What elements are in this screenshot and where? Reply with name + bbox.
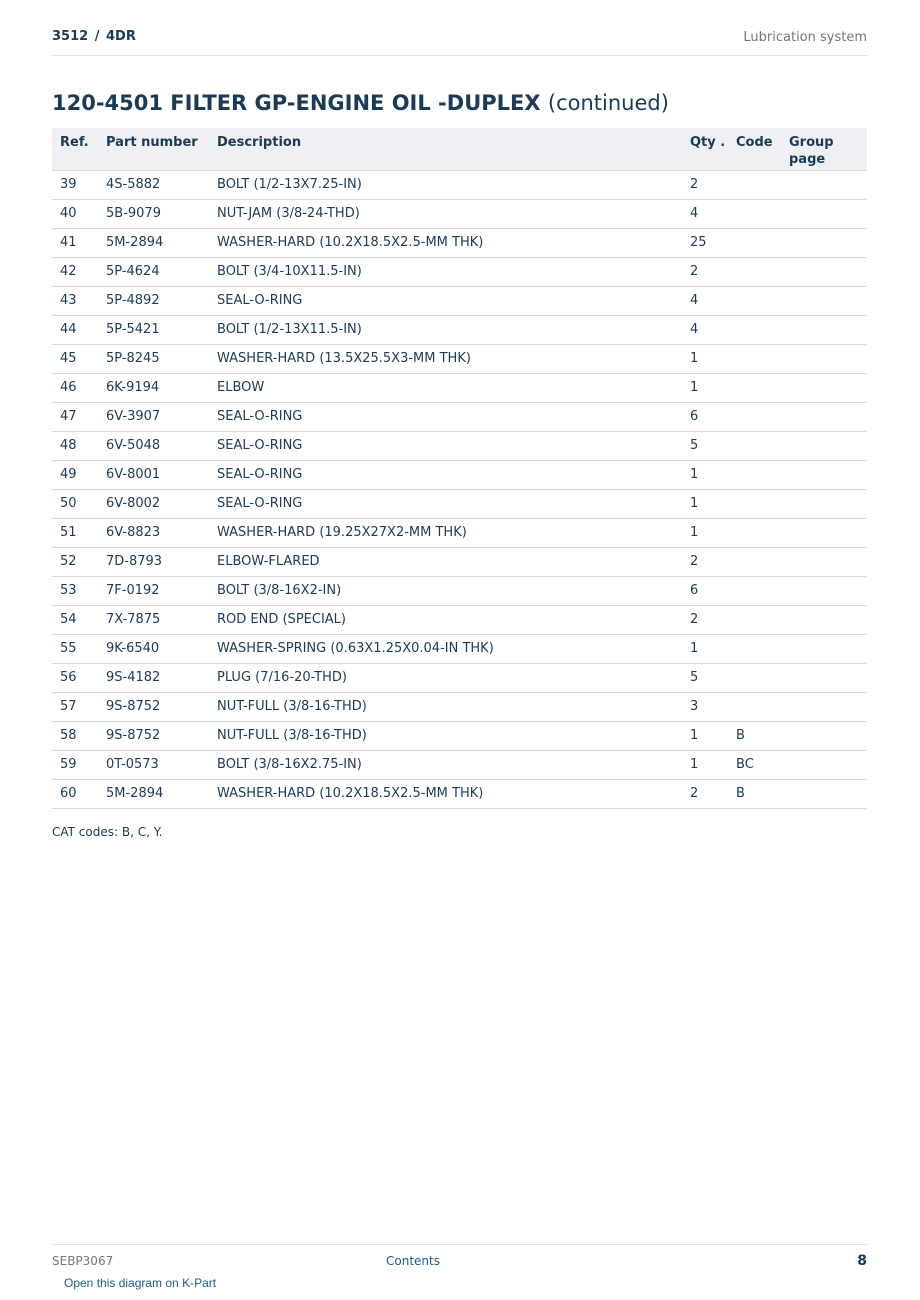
cell-part-number: 7D-8793: [98, 547, 209, 576]
cell-part-number: 5P-5421: [98, 315, 209, 344]
cell-description: ROD END (SPECIAL): [209, 605, 682, 634]
cell-ref: 47: [52, 402, 98, 431]
cell-qty: 4: [682, 199, 728, 228]
table-row: [52, 170, 867, 199]
cell-part-number: 4S-5882: [98, 170, 209, 199]
cell-group-page: [781, 315, 867, 344]
cell-part-number: 6V-5048: [98, 431, 209, 460]
table-row: [52, 547, 867, 576]
cell-part-number: 7F-0192: [98, 576, 209, 605]
title-main: 120-4501 FILTER GP-ENGINE OIL -DUPLEX: [52, 91, 541, 115]
cell-group-page: [781, 199, 867, 228]
document-id: SEBP3067: [52, 1254, 114, 1268]
cell-code: [728, 460, 781, 489]
table-row: [52, 750, 867, 779]
cell-code: [728, 402, 781, 431]
cell-group-page: [781, 750, 867, 779]
page-footer: [52, 1244, 867, 1275]
cell-part-number: 5P-8245: [98, 344, 209, 373]
cell-qty: 1: [682, 344, 728, 373]
cell-description: BOLT (3/4-10X11.5-IN): [209, 257, 682, 286]
cell-group-page: [781, 489, 867, 518]
cell-qty: 4: [682, 286, 728, 315]
cell-part-number: 9S-4182: [98, 663, 209, 692]
column-header-ref: Ref.: [52, 128, 98, 170]
column-header-description: Description: [209, 128, 682, 170]
cell-description: WASHER-HARD (10.2X18.5X2.5-MM THK): [209, 779, 682, 808]
table-row: [52, 402, 867, 431]
cell-code: [728, 663, 781, 692]
cell-qty: 5: [682, 663, 728, 692]
cell-ref: 51: [52, 518, 98, 547]
cell-qty: 1: [682, 460, 728, 489]
cell-ref: 41: [52, 228, 98, 257]
cell-description: NUT-FULL (3/8-16-THD): [209, 692, 682, 721]
cell-code: [728, 199, 781, 228]
cat-codes-note: CAT codes: B, C, Y.: [52, 825, 163, 839]
cell-ref: 52: [52, 547, 98, 576]
open-kpart-link[interactable]: Open this diagram on K-Part: [64, 1276, 217, 1290]
table-row: [52, 692, 867, 721]
cell-ref: 60: [52, 779, 98, 808]
table-row: [52, 257, 867, 286]
table-row: [52, 460, 867, 489]
cell-ref: 55: [52, 634, 98, 663]
table-header-row: [52, 128, 867, 170]
cell-qty: 2: [682, 170, 728, 199]
column-header-qty: Qty .: [682, 128, 728, 170]
cell-ref: 45: [52, 344, 98, 373]
cell-description: NUT-FULL (3/8-16-THD): [209, 721, 682, 750]
cell-code: [728, 518, 781, 547]
table-row: [52, 634, 867, 663]
cell-description: SEAL-O-RING: [209, 431, 682, 460]
table-row: [52, 663, 867, 692]
column-header-code: Code: [728, 128, 781, 170]
cell-qty: 1: [682, 721, 728, 750]
cell-ref: 50: [52, 489, 98, 518]
cell-part-number: 9S-8752: [98, 721, 209, 750]
table-row: [52, 228, 867, 257]
cell-code: [728, 634, 781, 663]
cell-code: [728, 315, 781, 344]
cell-code: [728, 286, 781, 315]
cell-ref: 56: [52, 663, 98, 692]
cell-code: B: [728, 721, 781, 750]
column-header-part-number: Part number: [98, 128, 209, 170]
cell-ref: 57: [52, 692, 98, 721]
cell-part-number: 6V-3907: [98, 402, 209, 431]
table-row: [52, 199, 867, 228]
cell-qty: 1: [682, 489, 728, 518]
cell-code: B: [728, 779, 781, 808]
cell-code: [728, 489, 781, 518]
cell-group-page: [781, 547, 867, 576]
section-name: Lubrication system: [743, 30, 867, 45]
cell-ref: 58: [52, 721, 98, 750]
cell-description: WASHER-HARD (19.25X27X2-MM THK): [209, 518, 682, 547]
cell-code: [728, 431, 781, 460]
cell-group-page: [781, 460, 867, 489]
cell-qty: 1: [682, 750, 728, 779]
cell-part-number: 0T-0573: [98, 750, 209, 779]
cell-part-number: 9K-6540: [98, 634, 209, 663]
cell-description: SEAL-O-RING: [209, 489, 682, 518]
cell-part-number: 6K-9194: [98, 373, 209, 402]
cell-description: WASHER-HARD (13.5X25.5X3-MM THK): [209, 344, 682, 373]
cell-code: [728, 547, 781, 576]
cell-code: BC: [728, 750, 781, 779]
cell-part-number: 5M-2894: [98, 779, 209, 808]
cell-description: ELBOW: [209, 373, 682, 402]
column-header-group-page: Group page: [781, 128, 867, 170]
title-suffix: (continued): [547, 91, 669, 115]
cell-ref: 53: [52, 576, 98, 605]
page-header: [52, 29, 867, 56]
cell-ref: 54: [52, 605, 98, 634]
table-row: [52, 605, 867, 634]
cell-code: [728, 692, 781, 721]
cell-group-page: [781, 257, 867, 286]
cell-description: BOLT (1/2-13X7.25-IN): [209, 170, 682, 199]
table-row: [52, 721, 867, 750]
table-row: [52, 576, 867, 605]
cell-code: [728, 344, 781, 373]
table-row: [52, 489, 867, 518]
cell-part-number: 5P-4624: [98, 257, 209, 286]
cell-group-page: [781, 402, 867, 431]
cell-group-page: [781, 576, 867, 605]
cell-part-number: 5P-4892: [98, 286, 209, 315]
cell-part-number: 5M-2894: [98, 228, 209, 257]
page-title: [52, 89, 669, 117]
cell-code: [728, 373, 781, 402]
cell-ref: 42: [52, 257, 98, 286]
cell-qty: 4: [682, 315, 728, 344]
cell-ref: 44: [52, 315, 98, 344]
cell-ref: 39: [52, 170, 98, 199]
page-number: 8: [857, 1253, 867, 1269]
cell-ref: 40: [52, 199, 98, 228]
cell-group-page: [781, 663, 867, 692]
cell-group-page: [781, 692, 867, 721]
cell-ref: 48: [52, 431, 98, 460]
cell-part-number: 6V-8823: [98, 518, 209, 547]
cell-qty: 25: [682, 228, 728, 257]
cell-description: BOLT (3/8-16X2-IN): [209, 576, 682, 605]
table-row: [52, 286, 867, 315]
cell-group-page: [781, 721, 867, 750]
cell-description: NUT-JAM (3/8-24-THD): [209, 199, 682, 228]
cell-description: SEAL-O-RING: [209, 402, 682, 431]
cell-description: SEAL-O-RING: [209, 460, 682, 489]
table-row: [52, 779, 867, 808]
cell-group-page: [781, 228, 867, 257]
cell-part-number: 5B-9079: [98, 199, 209, 228]
cell-description: BOLT (3/8-16X2.75-IN): [209, 750, 682, 779]
table-row: [52, 518, 867, 547]
cell-group-page: [781, 286, 867, 315]
cell-ref: 46: [52, 373, 98, 402]
cell-description: ELBOW-FLARED: [209, 547, 682, 576]
cell-qty: 2: [682, 257, 728, 286]
cell-group-page: [781, 344, 867, 373]
cell-code: [728, 576, 781, 605]
cell-ref: 59: [52, 750, 98, 779]
cell-group-page: [781, 518, 867, 547]
cell-ref: 43: [52, 286, 98, 315]
cell-group-page: [781, 779, 867, 808]
model-label: 3512 / 4DR: [52, 29, 136, 44]
cell-qty: 1: [682, 518, 728, 547]
table-row: [52, 315, 867, 344]
cell-qty: 1: [682, 373, 728, 402]
cell-qty: 2: [682, 779, 728, 808]
cell-qty: 2: [682, 605, 728, 634]
parts-table-body: [52, 170, 867, 808]
cell-group-page: [781, 373, 867, 402]
cell-description: PLUG (7/16-20-THD): [209, 663, 682, 692]
cell-description: SEAL-O-RING: [209, 286, 682, 315]
cell-group-page: [781, 170, 867, 199]
cell-part-number: 6V-8002: [98, 489, 209, 518]
cell-ref: 49: [52, 460, 98, 489]
parts-table: [52, 128, 867, 809]
cell-group-page: [781, 605, 867, 634]
cell-part-number: 9S-8752: [98, 692, 209, 721]
cell-part-number: 7X-7875: [98, 605, 209, 634]
cell-code: [728, 257, 781, 286]
cell-qty: 6: [682, 402, 728, 431]
cell-qty: 5: [682, 431, 728, 460]
cell-qty: 1: [682, 634, 728, 663]
cell-qty: 6: [682, 576, 728, 605]
cell-description: WASHER-HARD (10.2X18.5X2.5-MM THK): [209, 228, 682, 257]
cell-group-page: [781, 634, 867, 663]
cell-part-number: 6V-8001: [98, 460, 209, 489]
cell-code: [728, 605, 781, 634]
table-row: [52, 344, 867, 373]
table-row: [52, 373, 867, 402]
cell-qty: 3: [682, 692, 728, 721]
table-row: [52, 431, 867, 460]
cell-description: BOLT (1/2-13X11.5-IN): [209, 315, 682, 344]
cell-code: [728, 170, 781, 199]
cell-code: [728, 228, 781, 257]
cell-group-page: [781, 431, 867, 460]
cell-qty: 2: [682, 547, 728, 576]
contents-link[interactable]: Contents: [386, 1254, 440, 1268]
cell-description: WASHER-SPRING (0.63X1.25X0.04-IN THK): [209, 634, 682, 663]
